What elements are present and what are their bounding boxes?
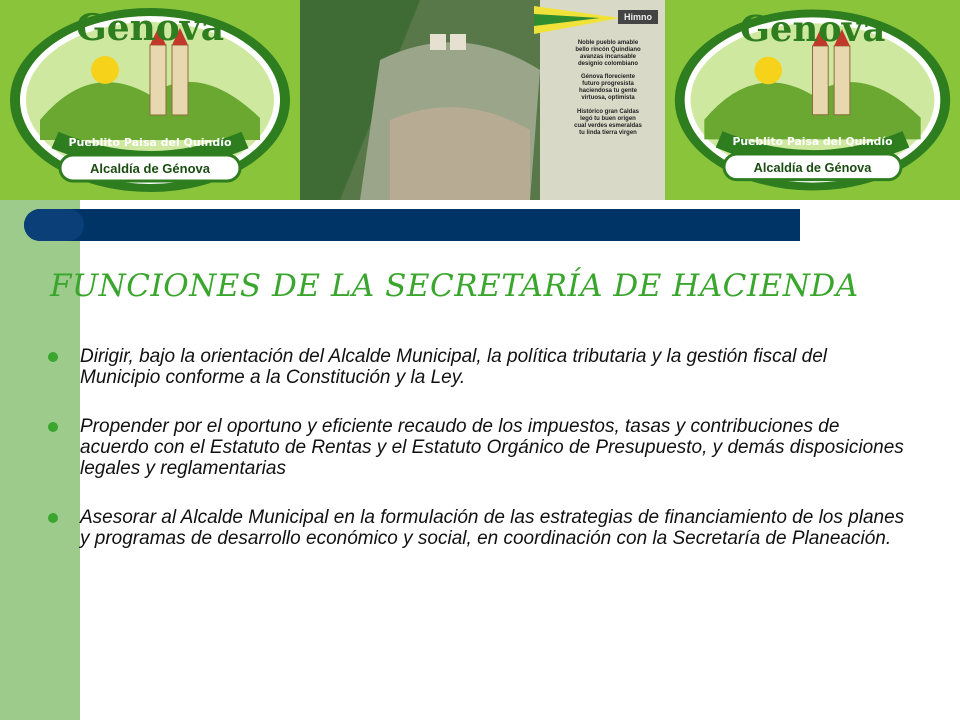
- functions-list: [46, 346, 906, 577]
- logo-name: Génova: [739, 9, 886, 51]
- list-item-text: Propender por el oportuno y eficiente recaudo de los impuestos, tasas y contribuciones de acuerdo con el Estatuto de Rentas y el Estatuto Orgánico de Presupuesto, y demás disposiciones legales y reglamentarias: [80, 416, 904, 479]
- list-item-text: Asesorar al Alcalde Municipal en la formulación de las estrategias de financiamiento de los planes y programas de desarrollo económico y social, en coordinación con la Secretaría de Planeación.: [80, 507, 905, 549]
- list-item-text: Dirigir, bajo la orientación del Alcalde Municipal, la política tributaria y la gestión fiscal del Municipio conforme a la Constitución y la Ley.: [80, 346, 828, 388]
- divider-bar: [24, 209, 800, 241]
- logo-tagline: Pueblito Paisa del Quindío: [732, 135, 893, 149]
- page-title: FUNCIONES DE LA SECRETARÍA DE HACIENDA: [50, 268, 859, 304]
- divider-bar-cap: [24, 209, 84, 241]
- poem-text: Noble pueblo amable bello rincón Quindiano avanzas incansable designio colombiano Génova floreciente futuro progresista haciendosa tu gente virtuosa, optimista Histórico gran Caldas legó tu buen origen cual verdes esmeraldas tu linda tierra virgen: [574, 40, 642, 136]
- genova-logo-left: [0, 0, 300, 200]
- logo-badge: Alcaldía de Génova: [753, 159, 872, 175]
- logo-name: Génova: [75, 7, 225, 49]
- flag-text: Himno: [624, 12, 652, 22]
- list-item: [46, 507, 906, 549]
- bullet-icon: [48, 513, 58, 523]
- logo-badge: Alcaldía de Génova: [90, 161, 210, 176]
- list-item: [46, 346, 906, 388]
- list-item: [46, 416, 906, 479]
- logo-tagline: Pueblito Paisa del Quindío: [68, 136, 232, 149]
- bullet-icon: [48, 422, 58, 432]
- town-photo: [300, 0, 665, 200]
- bullet-icon: [48, 352, 58, 362]
- genova-logo-right: [665, 0, 960, 200]
